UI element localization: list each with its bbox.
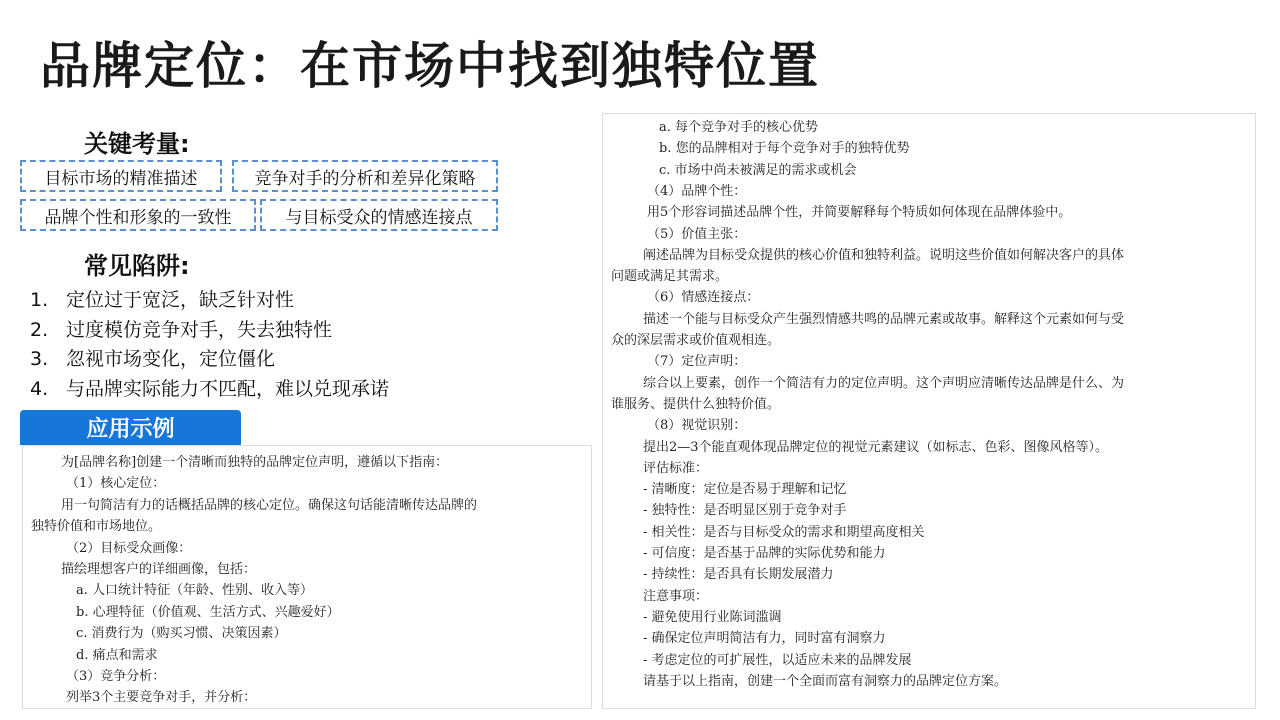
prompt-line: 用5个形容词描述品牌个性，并简要解释每个特质如何体现在品牌体验中。: [647, 205, 1072, 221]
example-prompt-panel-left: [22, 445, 592, 709]
prompt-line: （7）定位声明：: [647, 354, 747, 370]
prompt-line: - 确保定位声明简洁有力，同时富有洞察力: [643, 631, 886, 647]
prompt-line: 众的深层需求或价值观相连。: [611, 333, 781, 348]
prompt-line: （2）目标受众画像：: [66, 540, 192, 556]
prompt-line: - 避免使用行业陈词滥调: [643, 609, 782, 625]
prompt-line: 独特价值和市场地位。: [31, 519, 162, 535]
prompt-line: 注意事项：: [643, 588, 709, 604]
prompt-line: （6）情感连接点：: [647, 290, 760, 306]
list-item: 2. 过度模仿竞争对手，失去独特性: [30, 318, 333, 341]
prompt-line: （5）价值主张：: [647, 226, 747, 242]
prompt-line: - 独特性：是否明显区别于竞争对手: [643, 503, 847, 519]
list-item: 4. 与品牌实际能力不匹配，难以兑现承诺: [30, 377, 390, 400]
prompt-line: - 可信度：是否基于品牌的实际优势和能力: [643, 546, 886, 561]
prompt-line: 谁服务、提供什么独特价值。: [611, 396, 781, 412]
prompt-line: （3）竞争分析：: [66, 669, 166, 684]
prompt-line: c. 消费行为（购买习惯、决策因素）: [76, 626, 287, 642]
prompt-line: b. 心理特征（价值观、生活方式、兴趣爱好）: [76, 604, 340, 620]
prompt-line: d. 痛点和需求: [76, 647, 158, 663]
prompt-line: 提出2—3个能直观体现品牌定位的视觉元素建议（如标志、色彩、图像风格等）。: [643, 439, 1109, 455]
prompt-line: 问题或满足其需求。: [611, 269, 729, 285]
prompt-line: 描绘理想客户的详细画像，包括：: [61, 562, 257, 577]
prompt-line: 阐述品牌为目标受众提供的核心价值和独特利益。说明这些价值如何解决客户的具体: [643, 247, 1125, 263]
prompt-line: - 相关性：是否与目标受众的需求和期望高度相关: [643, 524, 925, 540]
example-banner: 应用示例: [20, 410, 241, 445]
tag-competitor-analysis: 竞争对手的分析和差异化策略: [232, 160, 498, 192]
prompt-line: 用一句简洁有力的话概括品牌的核心定位。确保这句话能清晰传达品牌的: [61, 497, 478, 513]
prompt-line: （8）视觉识别：: [647, 418, 747, 434]
prompt-line: 为[品牌名称]创建一个清晰而独特的品牌定位声明，遵循以下指南：: [61, 455, 449, 470]
key-considerations-heading: 关键考量:: [84, 130, 190, 158]
prompt-line: a. 每个竞争对手的核心优势: [659, 120, 819, 135]
prompt-line: - 清晰度：定位是否易于理解和记忆: [643, 482, 847, 498]
prompt-line: （1）核心定位：: [66, 476, 166, 492]
example-prompt-panel-right: [602, 113, 1256, 709]
prompt-line: 请基于以上指南，创建一个全面而富有洞察力的品牌定位方案。: [643, 673, 1008, 689]
prompt-line: b. 您的品牌相对于每个竞争对手的独特优势: [659, 141, 910, 157]
tag-brand-personality: 品牌个性和形象的一致性: [20, 199, 256, 231]
prompt-line: - 持续性：是否具有长期发展潜力: [643, 567, 834, 583]
prompt-line: （4）品牌个性：: [647, 183, 747, 199]
pitfalls-heading: 常见陷阱:: [84, 252, 190, 280]
tag-emotional-connection: 与目标受众的情感连接点: [260, 199, 498, 231]
prompt-line: 描述一个能与目标受众产生强烈情感共鸣的品牌元素或故事。解释这个元素如何与受: [643, 311, 1125, 327]
prompt-line: c. 市场中尚未被满足的需求或机会: [659, 162, 857, 178]
tag-target-market: 目标市场的精准描述: [20, 160, 222, 192]
prompt-line: a. 人口统计特征（年龄、性别、收入等）: [76, 583, 314, 599]
prompt-line: 综合以上要素，创作一个简洁有力的定位声明。这个声明应清晰传达品牌是什么、为: [643, 375, 1125, 391]
pitfalls-list: [30, 286, 389, 404]
prompt-line: 列举3个主要竞争对手，并分析：: [66, 690, 257, 706]
prompt-line: - 考虑定位的可扩展性，以适应未来的品牌发展: [643, 652, 912, 668]
page-title: 品牌定位：在市场中找到独特位置: [40, 37, 820, 95]
list-item: 1. 定位过于宽泛，缺乏针对性: [30, 289, 295, 311]
list-item: 3. 忽视市场变化，定位僵化: [30, 348, 276, 370]
prompt-line: 评估标准：: [643, 460, 709, 476]
